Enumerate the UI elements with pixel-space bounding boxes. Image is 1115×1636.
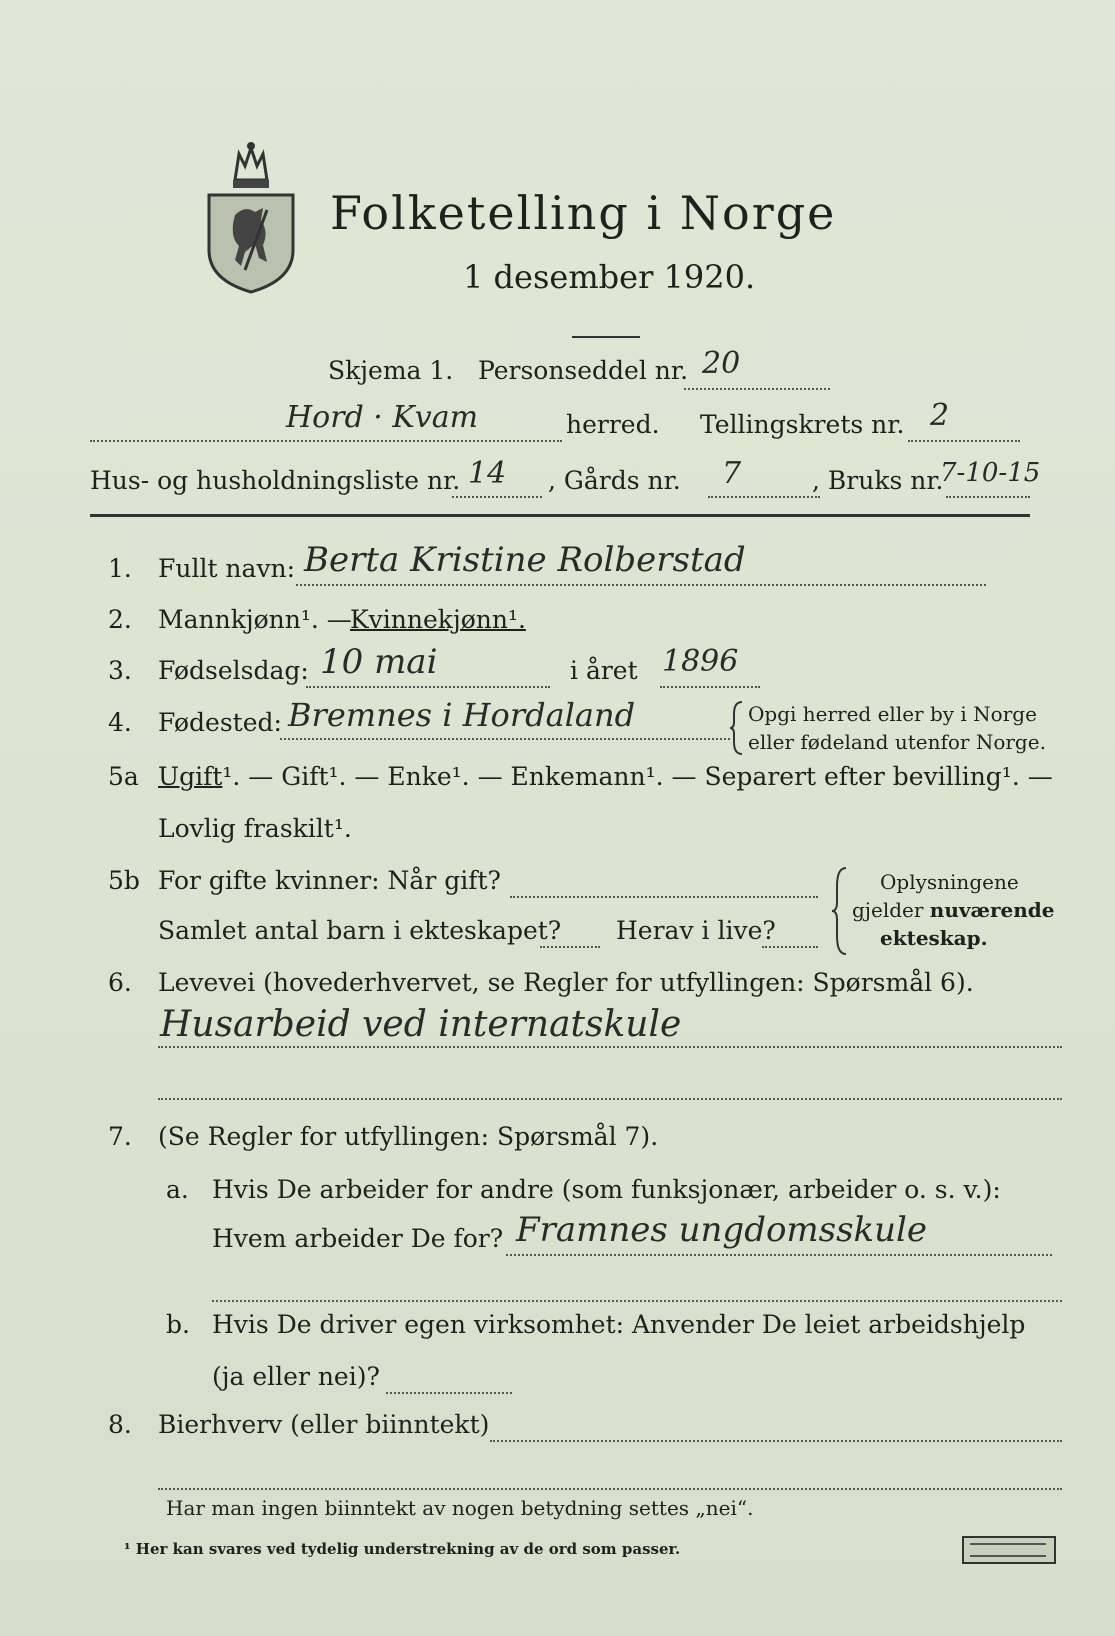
q5b-alive-label: Herav i live? — [616, 916, 776, 945]
q5b-note-2: gjelder nuværende — [852, 898, 1055, 922]
herred-value[interactable]: Hord · Kvam — [286, 400, 479, 435]
married-when-line[interactable] — [510, 896, 818, 898]
q7a-line — [506, 1254, 1052, 1256]
marital-status-options — [158, 762, 1053, 791]
q3-number: 3. — [108, 656, 132, 685]
herred-line — [90, 440, 562, 442]
gards-line — [708, 496, 820, 498]
form-title: Folketelling i Norge — [330, 186, 837, 240]
birthdate-value[interactable]: 10 mai — [320, 642, 438, 682]
q4-label: Fødested: — [158, 708, 282, 737]
q6-number: 6. — [108, 968, 132, 997]
birthplace-note-1: Opgi herred eller by i Norge — [748, 702, 1037, 726]
q8-label: Bierhverv (eller biinntekt) — [158, 1410, 490, 1439]
children-alive-line[interactable] — [762, 946, 818, 948]
tellingskrets-label: Tellingskrets nr. — [700, 410, 905, 439]
marital-other-options[interactable]: ¹. — Gift¹. — Enke¹. — Enkemann¹. — Separert efter bevilling¹. — — [222, 762, 1053, 791]
title-divider — [572, 336, 640, 338]
employer-value[interactable]: Framnes ungdomsskule — [516, 1210, 928, 1250]
husliste-line — [452, 496, 542, 498]
q7a-extra-line[interactable] — [212, 1300, 1062, 1302]
tellingskrets-line — [908, 440, 1020, 442]
marital-fraskilt-option[interactable]: Lovlig fraskilt¹. — [158, 814, 352, 843]
gards-value[interactable]: 7 — [722, 456, 742, 491]
q8-number: 8. — [108, 1410, 132, 1439]
q7-label: (Se Regler for utfyllingen: Spørsmål 7). — [158, 1122, 659, 1151]
q8-line-2[interactable] — [158, 1488, 1062, 1490]
q3-line — [306, 686, 550, 688]
q7b-answer-line[interactable] — [386, 1392, 512, 1394]
q4-line — [280, 738, 730, 740]
full-name-value[interactable]: Berta Kristine Rolberstad — [304, 540, 746, 580]
q6-line-1 — [158, 1046, 1062, 1048]
personseddel-label: Personseddel nr. — [478, 356, 689, 385]
q8-line-1[interactable] — [490, 1440, 1062, 1442]
archive-stamp — [962, 1536, 1056, 1564]
q5a-number: 5a — [108, 762, 139, 791]
marital-ugift-option[interactable]: Ugift — [158, 762, 223, 791]
q5b-children-label: Samlet antal barn i ekteskapet? — [158, 916, 562, 945]
q2-number: 2. — [108, 605, 132, 634]
q6-line-2[interactable] — [158, 1098, 1062, 1100]
bruks-value[interactable]: 7-10-15 — [940, 458, 1041, 488]
schema-label: Skjema 1. — [328, 356, 454, 385]
husliste-label: Hus- og husholdningsliste nr. — [90, 466, 461, 495]
bruks-label: , Bruks nr. — [812, 466, 944, 495]
q7a-line1: Hvis De arbeider for andre (som funksjonær, arbeider o. s. v.): — [212, 1175, 1001, 1204]
q5b-line1-label: For gifte kvinner: Når gift? — [158, 866, 501, 895]
q5b-number: 5b — [108, 866, 140, 895]
birthplace-value[interactable]: Bremnes i Hordaland — [288, 696, 636, 734]
birth-year-value[interactable]: 1896 — [662, 644, 739, 679]
gender-male-option[interactable]: Mannkjønn¹. — — [158, 605, 352, 634]
q5b-note-3: ekteskap. — [880, 926, 988, 950]
q3-year-label: i året — [570, 656, 638, 685]
header-separator — [90, 514, 1030, 517]
q1-number: 1. — [108, 554, 132, 583]
personseddel-line — [684, 388, 830, 390]
q5b-note-1: Oplysningene — [880, 870, 1019, 894]
q4-number: 4. — [108, 708, 132, 737]
q7-number: 7. — [108, 1122, 132, 1151]
children-total-line[interactable] — [540, 946, 600, 948]
q1-label: Fullt navn: — [158, 554, 296, 583]
gards-label: , Gårds nr. — [548, 466, 681, 495]
q3-year-line — [660, 686, 760, 688]
herred-label: herred. — [566, 410, 660, 439]
birthplace-note-2: eller fødeland utenfor Norge. — [748, 730, 1046, 754]
occupation-value[interactable]: Husarbeid ved internatskule — [160, 1004, 682, 1045]
q7b-letter: b. — [166, 1310, 190, 1339]
q7a-letter: a. — [166, 1175, 189, 1204]
q7b-line1: Hvis De driver egen virksomhet: Anvender De leiet arbeidshjelp — [212, 1310, 1026, 1339]
no-income-note: Har man ingen biinntekt av nogen betydning settes „nei“. — [166, 1496, 754, 1520]
bruks-line — [946, 496, 1030, 498]
personseddel-value[interactable]: 20 — [702, 346, 741, 381]
q3-label: Fødselsdag: — [158, 656, 309, 685]
left-brace-icon — [730, 700, 744, 756]
q1-line — [296, 584, 986, 586]
gender-female-option[interactable]: Kvinnekjønn¹. — [350, 605, 526, 634]
norwegian-coat-of-arms-icon — [205, 140, 297, 295]
q7a-line2: Hvem arbeider De for? — [212, 1224, 504, 1253]
q7b-line2: (ja eller nei)? — [212, 1362, 380, 1391]
husliste-value[interactable]: 14 — [468, 456, 507, 491]
footnote: ¹ Her kan svares ved tydelig understrekning av de ord som passer. — [124, 1540, 681, 1558]
q6-label: Levevei (hovederhvervet, se Regler for utfyllingen: Spørsmål 6). — [158, 968, 974, 997]
left-brace-icon — [832, 866, 848, 956]
tellingskrets-value[interactable]: 2 — [930, 398, 950, 433]
census-date: 1 desember 1920. — [463, 258, 756, 296]
